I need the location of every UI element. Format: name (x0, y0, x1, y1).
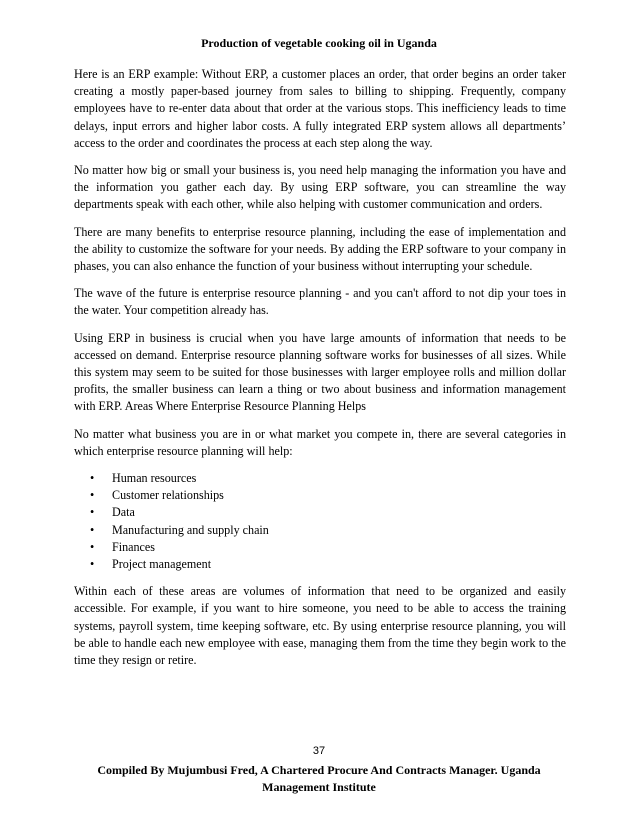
paragraph-using-erp: Using ERP in business is crucial when you have large amounts of information that needs to be accessed on demand. Enterprise resource planning software works for businesses of all sizes. While this system may seem to be suited for those businesses with larger employee rolls and million dollar profits, the smaller business can learn a thing or two about business and information management with ERP. Areas Where Enterprise Resource Planning Helps (74, 330, 566, 414)
list-item (90, 539, 566, 556)
list-item-label: Project management (112, 557, 212, 572)
page-footer-credit: Compiled By Mujumbusi Fred, A Chartered Procure And Contracts Manager. Uganda Management Institute (97, 763, 541, 794)
bullet-icon: • (90, 471, 95, 486)
list-item-label: Human resources (112, 471, 197, 486)
bullet-icon: • (90, 557, 95, 572)
list-item-label: Data (112, 505, 135, 520)
list-item-label: Manufacturing and supply chain (112, 522, 269, 537)
page-number: 37 (312, 745, 326, 757)
list-item (90, 522, 566, 539)
bullet-icon: • (90, 539, 95, 554)
paragraph-benefits: There are many benefits to enterprise resource planning, including the ease of implementation and the ability to customize the software for your needs. By adding the ERP software to your company in phases, you can also enhance the function of your business without interrupting your schedule. (74, 224, 566, 274)
list-item (90, 504, 566, 521)
bullet-icon: • (90, 488, 95, 503)
list-item-label: Customer relationships (112, 488, 224, 503)
list-item (90, 470, 566, 487)
list-item (90, 487, 566, 504)
page-body (74, 66, 566, 679)
paragraph-closing: Within each of these areas are volumes of information that need to be organized and easily accessible. For example, if you want to hire someone, you need to be able to access the training systems, payroll system, time keeping software, etc. By using enterprise resource planning, you will be able to handle each new employee with ease, managing them from the time they begin work to the time they resign or retire. (74, 584, 566, 668)
list-item (90, 556, 566, 573)
paragraph-business-size: No matter how big or small your business is, you need help managing the information you have and the information you gather each day. By using ERP software, you can streamline the way departments speak with each other, while also helping with customer communication and orders. (74, 163, 566, 212)
page-header-title: Production of vegetable cooking oil in Uganda (201, 36, 437, 50)
paragraph-categories-intro: No matter what business you are in or what market you compete in, there are several categories in which enterprise resource planning will help: (74, 426, 566, 458)
bullet-icon: • (90, 505, 95, 520)
bullet-icon: • (90, 522, 95, 537)
paragraph-future: The wave of the future is enterprise resource planning - and you can't afford to not dip your toes in the water. Your competition already has. (74, 286, 566, 318)
list-item-label: Finances (112, 539, 155, 554)
categories-list (74, 470, 566, 573)
paragraph-erp-example: Here is an ERP example: Without ERP, a customer places an order, that order begins an order taker creating a mostly paper-based journey from sales to billing to shipping. Frequently, company employees have to re-enter data about that order at the various stops. This inefficiency leads to time delays, input errors and higher labor costs. A fully integrated ERP system allows all departments’ access to the order and coordinates the process at each step along the way. (74, 67, 566, 150)
